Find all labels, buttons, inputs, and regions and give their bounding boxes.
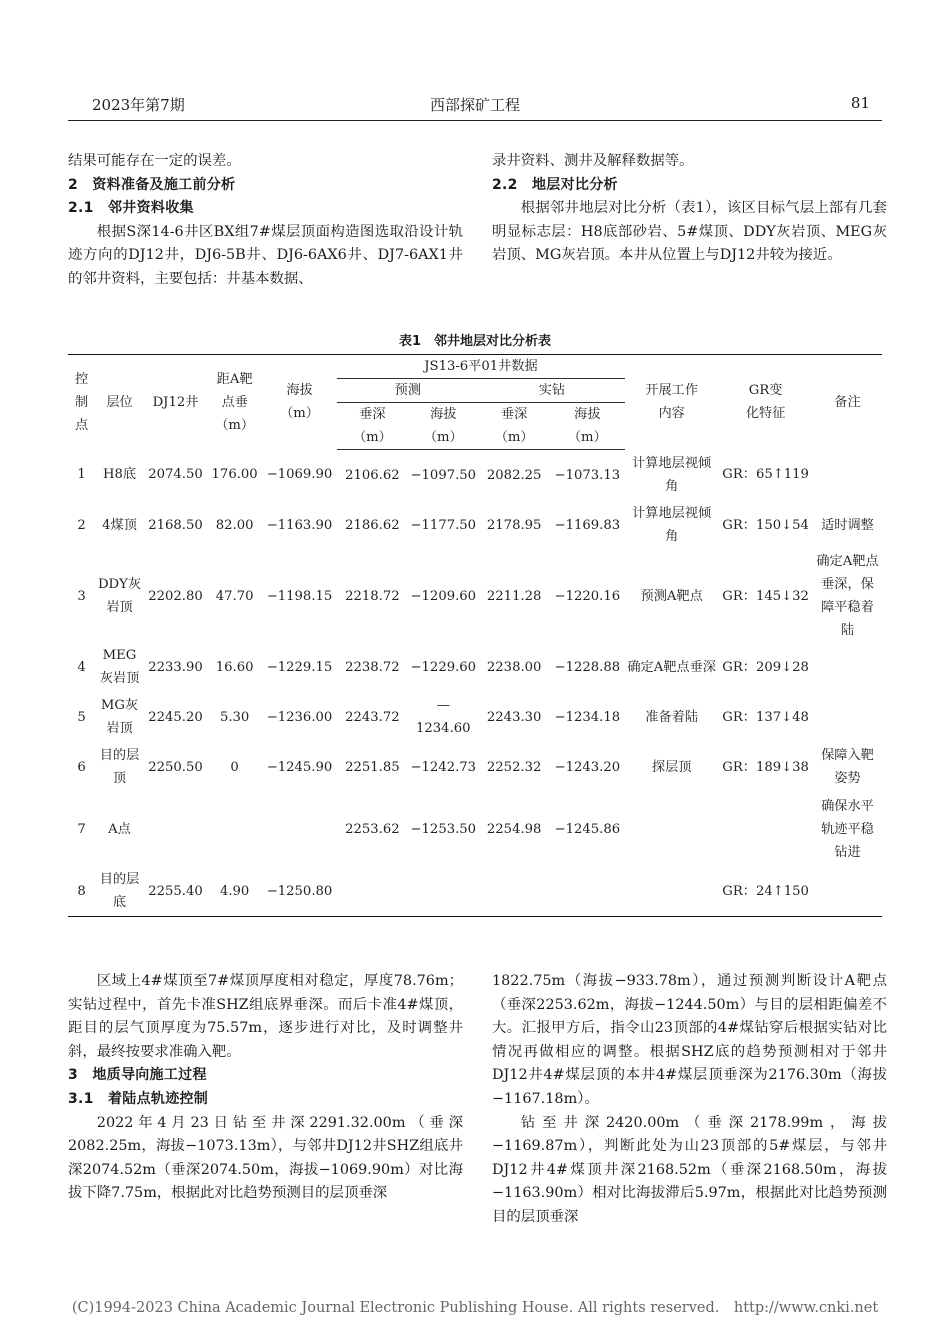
journal-title: 西部探矿工程: [429, 96, 520, 114]
th-dj12: DJ12井: [144, 355, 207, 450]
cell-act-depth: 2238.00: [486, 659, 542, 675]
section-heading-2: 2 资料准备及施工前分析: [68, 176, 236, 193]
cell-act-depth: 2252.32: [486, 759, 542, 775]
cell-alt: −1198.15: [266, 588, 333, 604]
cell-alt: −1250.80: [262, 866, 337, 917]
th-js13-group: JS13-6平01井数据: [337, 355, 625, 379]
cell-dist: 4.90: [207, 866, 262, 917]
cell-act-depth: 2082.25: [486, 467, 542, 483]
cell-pred-depth: 2253.62: [345, 821, 400, 837]
cell-alt: −1245.90: [266, 759, 333, 775]
cell-gr: [718, 792, 813, 866]
cell-id: 1: [77, 467, 86, 483]
cell-dj12: 2202.80: [148, 588, 203, 604]
cell-gr: GR：65↑119: [722, 467, 809, 483]
cell-layer: DDY灰岩顶: [97, 577, 142, 615]
paragraph: 根据邻井地层对比分析（表1），该区目标气层上部有几套明显标志层：H8底部砂岩、5#煤顶、DDY灰岩顶、MEG灰岩顶、MG灰岩顶。本井从位置上与DJ12井较为接近。: [492, 200, 887, 264]
right-column-bottom: [492, 970, 887, 1230]
left-column-top: [68, 150, 463, 292]
paragraph: 1822.75m（海拔−933.78m），通过预测判断设计A靶点（垂深2253.62m，海拔−1244.50m）与目的层相距偏差不大。汇报甲方后，指令山23顶部的4#煤钻穿后根据实钻对比情况再做相应的调整。根据SHZ底的趋势预测相对于邻井DJ12井4#煤层顶的本井4#煤层顶垂深为2176.30m（海拔−1167.18m）。: [492, 973, 887, 1107]
paragraph: 结果可能存在一定的误差。: [68, 153, 241, 169]
cell-act-alt: −1220.16: [554, 588, 621, 604]
cell-act-alt: −1234.18: [554, 709, 621, 725]
cell-pred-depth: [337, 866, 408, 917]
cell-dist: 0: [230, 759, 239, 775]
cell-dist: 5.30: [219, 709, 250, 725]
th-act-alt: 海拔（m）: [550, 403, 625, 450]
cell-id: 8: [68, 866, 95, 917]
cell-note: 保障入靶姿势: [821, 748, 874, 786]
left-column-bottom: [68, 970, 463, 1206]
cell-dist: [207, 792, 262, 866]
cell-act-alt: [550, 866, 625, 917]
cell-pred-alt: −1097.50: [410, 467, 477, 483]
cell-dj12: 2250.50: [148, 759, 203, 775]
page-header: [68, 92, 882, 121]
cell-pred-depth: 2186.62: [345, 517, 400, 533]
cell-act-depth: 2243.30: [486, 709, 542, 725]
cell-layer: 目的层底: [95, 866, 144, 917]
th-altitude: 海拔（m）: [262, 355, 337, 450]
cell-note: [813, 642, 882, 692]
table-row: [68, 500, 882, 550]
cell-work: [625, 866, 718, 917]
cell-act-alt: −1243.20: [554, 759, 621, 775]
cell-id: 7: [77, 821, 86, 837]
th-gr: GR变化特征: [718, 355, 813, 450]
cell-gr: GR：24↑150: [718, 866, 813, 917]
cell-gr: GR：189↓38: [722, 759, 809, 775]
cell-note: [813, 450, 882, 501]
paragraph: 区域上4#煤顶至7#煤顶厚度相对稳定，厚度78.76m；实钻过程中，首先卡准SHZ组底界垂深。而后卡准4#煤顶，距目的层气顶厚度为75.57m，逐步进行对比，及时调整井斜，最终按要求准确入靶。: [68, 973, 463, 1060]
cell-alt: −1069.90: [266, 467, 333, 483]
section-heading-2-2: 2.2 地层对比分析: [492, 176, 618, 193]
cell-note: 确定A靶点垂深，保障平稳着陆: [816, 554, 879, 638]
cell-work: [625, 792, 718, 866]
cell-id: 6: [77, 759, 86, 775]
cell-act-alt: −1169.83: [554, 517, 621, 533]
cell-dj12: [144, 792, 207, 866]
right-column-top: [492, 150, 887, 268]
cell-layer: 目的层顶: [99, 748, 140, 786]
section-heading-3: 3 地质导向施工过程: [68, 1067, 207, 1084]
cell-pred-alt: [408, 866, 479, 917]
cell-act-depth: 2254.98: [486, 821, 542, 837]
cell-gr: GR：145↓32: [722, 588, 809, 604]
cell-pred-depth: 2238.72: [345, 659, 400, 675]
cell-dj12: 2255.40: [144, 866, 207, 917]
cell-act-alt: −1245.86: [554, 821, 621, 837]
cell-dj12: 2168.50: [148, 517, 203, 533]
cell-pred-depth: 2243.72: [345, 709, 400, 725]
cell-layer: MG灰岩顶: [100, 698, 139, 736]
paragraph: 钻至井深2420.00m（垂深2178.99m，海拔−1169.87m），判断此处为山23顶部的5#煤层，与邻井DJ12井4#煤顶井深2168.52m（垂深2168.50m，海拔−1163.90m）相对比海拔滞后5.97m，根据此对比趋势预测目的层顶垂深: [492, 1114, 887, 1225]
cell-work: 预测A靶点: [640, 588, 703, 604]
cell-id: 2: [77, 517, 86, 533]
paragraph: 2022年4月23日钻至井深2291.32.00m（垂深2082.25m，海拔−1073.13m），与邻井DJ12井SHZ组底井深2074.52m（垂深2074.50m，海拔−1069.90m）对比海拔下降7.75m，根据此对比趋势预测目的层顶垂深: [68, 1114, 463, 1202]
cell-dist: 176.00: [211, 467, 258, 483]
cell-gr: GR：150↓54: [722, 517, 809, 533]
table-row: [68, 450, 882, 501]
cell-alt: [262, 792, 337, 866]
cell-id: 5: [77, 709, 86, 725]
cell-dj12: 2074.50: [148, 467, 203, 483]
table-row: [68, 792, 882, 866]
cell-layer: 4煤顶: [102, 517, 137, 533]
stratigraphic-comparison-table: [68, 354, 882, 917]
cell-pred-depth: 2106.62: [345, 467, 400, 483]
th-act-depth: 垂深（m）: [479, 403, 550, 450]
cell-layer: MEG灰岩顶: [99, 648, 140, 686]
cell-layer: H8底: [102, 467, 137, 483]
cell-act-depth: [479, 866, 550, 917]
paragraph: 录井资料、测井及解释数据等。: [492, 153, 694, 169]
cell-dist: 16.60: [215, 659, 254, 675]
cell-alt: −1163.90: [266, 517, 333, 533]
table-row: [68, 692, 882, 742]
th-pred-alt: 海拔（m）: [408, 403, 479, 450]
paragraph: 根据S深14-6井区BX组7#煤层顶面构造图选取沿设计轨迹方向的DJ12井，DJ6-5B井、DJ6-6AX6井、DJ7-6AX1井的邻井资料，主要包括：井基本数据、: [68, 223, 463, 287]
section-heading-2-1: 2.1 邻井资料收集: [68, 200, 194, 217]
cell-pred-alt: −1177.50: [410, 517, 477, 533]
cell-work: 探层顶: [651, 759, 692, 775]
cell-work: 计算地层视倾角: [632, 455, 712, 494]
cell-gr: GR：209↓28: [722, 659, 809, 675]
cell-id: 3: [77, 588, 86, 604]
th-control-point: 控制点: [68, 355, 95, 450]
table-row: [68, 550, 882, 642]
cell-alt: −1229.15: [266, 659, 333, 675]
table-caption: 表1 邻井地层对比分析表: [398, 334, 552, 349]
th-distance: 距A靶点垂（m）: [207, 355, 262, 450]
th-layer: 层位: [95, 355, 144, 450]
cell-alt: −1236.00: [266, 709, 333, 725]
section-heading-3-1: 3.1 着陆点轨迹控制: [68, 1090, 209, 1107]
cell-dist: 82.00: [215, 517, 254, 533]
cell-layer: A点: [108, 821, 131, 837]
cell-note: 确保水平轨迹平稳钻进: [821, 798, 874, 860]
th-note: 备注: [813, 355, 882, 450]
copyright-footer: (C)1994-2023 China Academic Journal Electronic Publishing House. All rights reserved. http://www.cnki.net: [71, 1300, 879, 1316]
table-row: [68, 642, 882, 692]
cell-note: [813, 692, 882, 742]
cell-pred-alt: −1242.73: [410, 759, 477, 775]
page-number: 81: [850, 94, 870, 112]
cell-act-depth: 2178.95: [486, 517, 542, 533]
cell-dist: 47.70: [215, 588, 254, 604]
cell-pred-alt: —1234.60: [416, 698, 471, 736]
cell-id: 4: [77, 659, 86, 675]
cell-pred-depth: 2218.72: [345, 588, 400, 604]
issue-label: 2023年第7期: [92, 96, 185, 114]
cell-dj12: 2233.90: [148, 659, 203, 675]
cell-act-alt: −1073.13: [554, 467, 621, 483]
cell-work: 确定A靶点垂深: [627, 659, 716, 675]
cell-work: 计算地层视倾角: [632, 506, 712, 544]
cell-pred-alt: −1229.60: [410, 659, 477, 675]
cell-note: [813, 866, 882, 917]
cell-pred-alt: −1209.60: [410, 588, 477, 604]
cell-pred-alt: −1253.50: [410, 821, 477, 837]
cell-dj12: 2245.20: [148, 709, 203, 725]
cell-pred-depth: 2251.85: [345, 759, 400, 775]
table-row: [68, 866, 882, 917]
cell-act-depth: 2211.28: [486, 588, 542, 604]
th-pred-depth: 垂深（m）: [337, 403, 408, 450]
th-actual: 实钻: [479, 379, 625, 403]
th-work: 开展工作内容: [625, 355, 718, 450]
cell-note: 适时调整: [821, 517, 874, 533]
th-predicted: 预测: [337, 379, 479, 403]
cell-gr: GR：137↓48: [722, 709, 809, 725]
table-row: [68, 742, 882, 792]
cell-work: 准备着陆: [645, 709, 699, 725]
cell-act-alt: −1228.88: [554, 659, 621, 675]
